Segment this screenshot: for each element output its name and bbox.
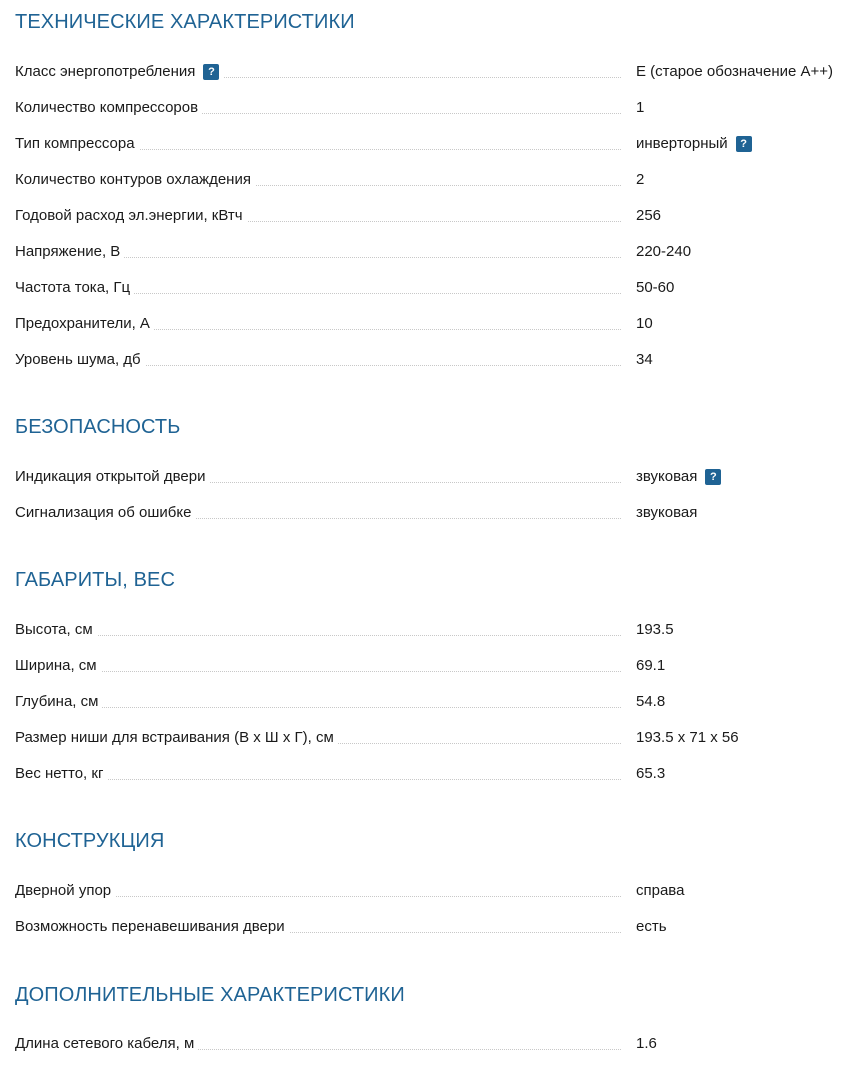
help-icon[interactable]: ?: [736, 136, 752, 152]
spec-value: справа: [636, 882, 685, 899]
spec-label: Класс энергопотребления: [15, 63, 196, 80]
spec-row-fuses: [15, 312, 850, 336]
spec-label: Глубина, см: [15, 690, 102, 714]
spec-value: 54.8: [636, 693, 666, 710]
spec-label: Индикация открытой двери: [15, 465, 209, 489]
section-title-construction: КОНСТРУКЦИЯ: [15, 830, 165, 852]
spec-label: Тип компрессора: [15, 132, 139, 156]
spec-label: Предохранители, А: [15, 312, 154, 336]
spec-value: инверторный: [636, 135, 728, 152]
spec-value: 65.3: [636, 765, 666, 782]
spec-value: 193.5 x 71 x 56: [636, 729, 739, 746]
spec-row-depth: [15, 690, 850, 714]
spec-value: 50-60: [636, 279, 675, 296]
spec-label: Напряжение, В: [15, 240, 124, 264]
section-title-dimensions: ГАБАРИТЫ, ВЕС: [15, 569, 176, 591]
help-icon[interactable]: ?: [203, 64, 219, 80]
spec-row-door-reversible: [15, 915, 850, 939]
spec-label: Годовой расход эл.энергии, кВтч: [15, 204, 247, 228]
spec-label: Размер ниши для встраивания (В х Ш х Г), см: [15, 726, 338, 750]
spec-row-frequency: [15, 276, 850, 300]
spec-row-niche-size: [15, 726, 850, 750]
section-title-tech: ТЕХНИЧЕСКИЕ ХАРАКТЕРИСТИКИ: [15, 11, 355, 33]
spec-row-height: [15, 618, 850, 642]
spec-value: звуковая: [636, 468, 698, 485]
spec-row-cooling-circuits: [15, 168, 850, 192]
spec-label: Длина сетевого кабеля, м: [15, 1032, 198, 1056]
spec-label: Вес нетто, кг: [15, 762, 107, 786]
spec-label: Ширина, см: [15, 654, 101, 678]
spec-value: E (старое обозначение A++): [636, 63, 834, 80]
spec-label: Количество компрессоров: [15, 96, 202, 120]
spec-label: Количество контуров охлаждения: [15, 168, 255, 192]
spec-value: 69.1: [636, 657, 666, 674]
spec-value: 2: [636, 171, 645, 188]
spec-value: 1.6: [636, 1035, 657, 1052]
spec-value: 220-240: [636, 243, 692, 260]
spec-value: 10: [636, 315, 653, 332]
spec-label: Дверной упор: [15, 879, 115, 903]
dotted-leader: [15, 635, 621, 636]
spec-value: 193.5: [636, 621, 674, 638]
spec-row-compressor-count: [15, 96, 850, 120]
spec-value: 256: [636, 207, 662, 224]
spec-row-annual-energy: [15, 204, 850, 228]
spec-label: Частота тока, Гц: [15, 276, 134, 300]
dotted-leader: [15, 707, 621, 708]
spec-label: Уровень шума, дб: [15, 348, 145, 372]
spec-value: звуковая: [636, 504, 698, 521]
spec-label: Сигнализация об ошибке: [15, 501, 195, 525]
spec-row-net-weight: [15, 762, 850, 786]
spec-value: 1: [636, 99, 645, 116]
dotted-leader: [15, 671, 621, 672]
spec-row-voltage: [15, 240, 850, 264]
help-icon[interactable]: ?: [705, 469, 721, 485]
spec-row-cable-length: [15, 1032, 850, 1056]
spec-row-door-open-indication: [15, 465, 850, 489]
spec-row-error-alarm: [15, 501, 850, 525]
spec-row-compressor-type: [15, 132, 850, 156]
section-title-extra: ДОПОЛНИТЕЛЬНЫЕ ХАРАКТЕРИСТИКИ: [15, 984, 405, 1006]
spec-value: 34: [636, 351, 653, 368]
section-title-safety: БЕЗОПАСНОСТЬ: [15, 416, 181, 438]
spec-row-noise-level: [15, 348, 850, 372]
spec-row-width: [15, 654, 850, 678]
spec-row-door-hinge: [15, 879, 850, 903]
spec-row-energy-class: [15, 60, 850, 84]
spec-label: Возможность перенавешивания двери: [15, 915, 289, 939]
spec-label: Высота, см: [15, 618, 97, 642]
spec-value: есть: [636, 918, 667, 935]
